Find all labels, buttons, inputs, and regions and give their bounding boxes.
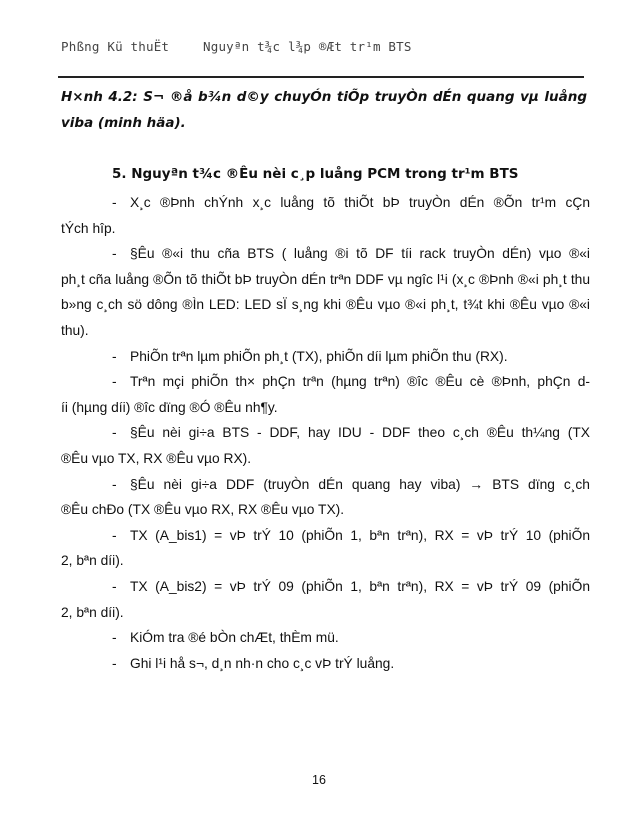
list-dash: -: [112, 374, 117, 390]
list-dash: -: [112, 246, 117, 262]
figure-caption: H×nh 4.2: S¬ ®å b¾n d©y chuyÓn tiÕp truyÒn dÉn quang vµ luång viba (minh häa).: [61, 89, 587, 131]
list-item-continuation: ®Êu chÐo (TX ®Êu vµo RX, RX ®Êu vµo TX).: [61, 502, 345, 518]
section-heading: 5. Nguyªn t¾c ®Êu nèi c¸p luång PCM trong tr¹m BTS: [112, 166, 519, 182]
list-dash: -: [112, 578, 117, 594]
list-dash: -: [112, 527, 117, 543]
list-item-text: §Êu nèi gi÷a BTS - DDF, hay IDU - DDF theo c¸ch ®Êu th¼ng (TX: [130, 425, 590, 441]
list-item-text: Trªn mçi phiÕn th× phÇn trªn (hµng trªn) ®îc ®Êu cè ®Þnh, phÇn d-: [130, 374, 590, 390]
list-item: [61, 574, 590, 625]
list-dash: -: [112, 425, 117, 441]
list-item: [61, 369, 590, 420]
list-item: [112, 344, 590, 370]
list-dash: -: [112, 630, 117, 646]
list-item-text: PhiÕn trªn lµm phiÕn ph¸t (TX), phiÕn díi lµm phiÕn thu (RX).: [130, 348, 508, 364]
list-item-text: TX (A_bis2) = vÞ trÝ 09 (phiÕn 1, bªn trªn), RX = vÞ trÝ 09 (phiÕn: [130, 578, 590, 594]
list-item-continuation: tÝch hîp.: [61, 220, 116, 236]
list-item: [61, 523, 590, 574]
header-document-title: Nguyªn t¾c l¾p ®Æt tr¹m BTS: [203, 39, 412, 54]
list-dash: -: [112, 348, 117, 364]
list-dash: -: [112, 476, 117, 492]
list-dash: -: [112, 655, 117, 671]
list-item: [61, 472, 590, 523]
list-item-text: Ghi l¹i hå s¬, d¸n nh·n cho c¸c vÞ trÝ luång.: [130, 655, 395, 671]
list-item: [61, 420, 590, 471]
list-item-text: KiÓm tra ®é bÒn chÆt, thÈm mü.: [130, 630, 339, 646]
list-item: [112, 625, 590, 651]
list-item-continuation: 2, bªn díi).: [61, 604, 124, 620]
section-body: [61, 190, 590, 676]
header-department: Phßng Kü thuËt: [61, 39, 170, 54]
list-item-continuation: 2, bªn díi).: [61, 553, 124, 569]
list-item-text: TX (A_bis1) = vÞ trÝ 10 (phiÕn 1, bªn trªn), RX = vÞ trÝ 10 (phiÕn: [130, 527, 590, 543]
header-divider: [58, 76, 584, 78]
list-item-continuation: ®Êu vµo TX, RX ®Êu vµo RX).: [61, 450, 252, 466]
list-item: [112, 651, 590, 677]
list-item-continuation: ph¸t cña luång ®Õn tõ thiÕt bÞ truyÒn dÉn trªn DDF vµ ngîc l¹i (x¸c ®Þnh ®«i ph¸t thu b»ng c¸ch sö dông ®Ìn LED: LED sÏ s¸ng khi ®Êu vµo ®«i ph¸t, t¾t khi ®Êu vµo ®«i thu).: [61, 271, 590, 338]
list-item: [61, 241, 590, 343]
list-item-text: X¸c ®Þnh chÝnh x¸c luång tõ thiÕt bÞ truyÒn dÉn ®Õn tr¹m cÇn: [130, 195, 590, 210]
page-number: 16: [312, 773, 326, 787]
list-item-continuation: íi (hµng díi) ®îc dïng ®Ó ®Êu nh¶y.: [61, 399, 278, 415]
list-dash: -: [112, 195, 117, 210]
list-item: [61, 190, 590, 241]
list-item-text: §Êu ®«i thu cña BTS ( luång ®i tõ DF tíi rack truyÒn dÉn) vµo ®«i: [130, 246, 590, 262]
list-item-text: §Êu nèi gi÷a DDF (truyÒn dÉn quang hay viba) → BTS dïng c¸ch: [130, 476, 590, 492]
